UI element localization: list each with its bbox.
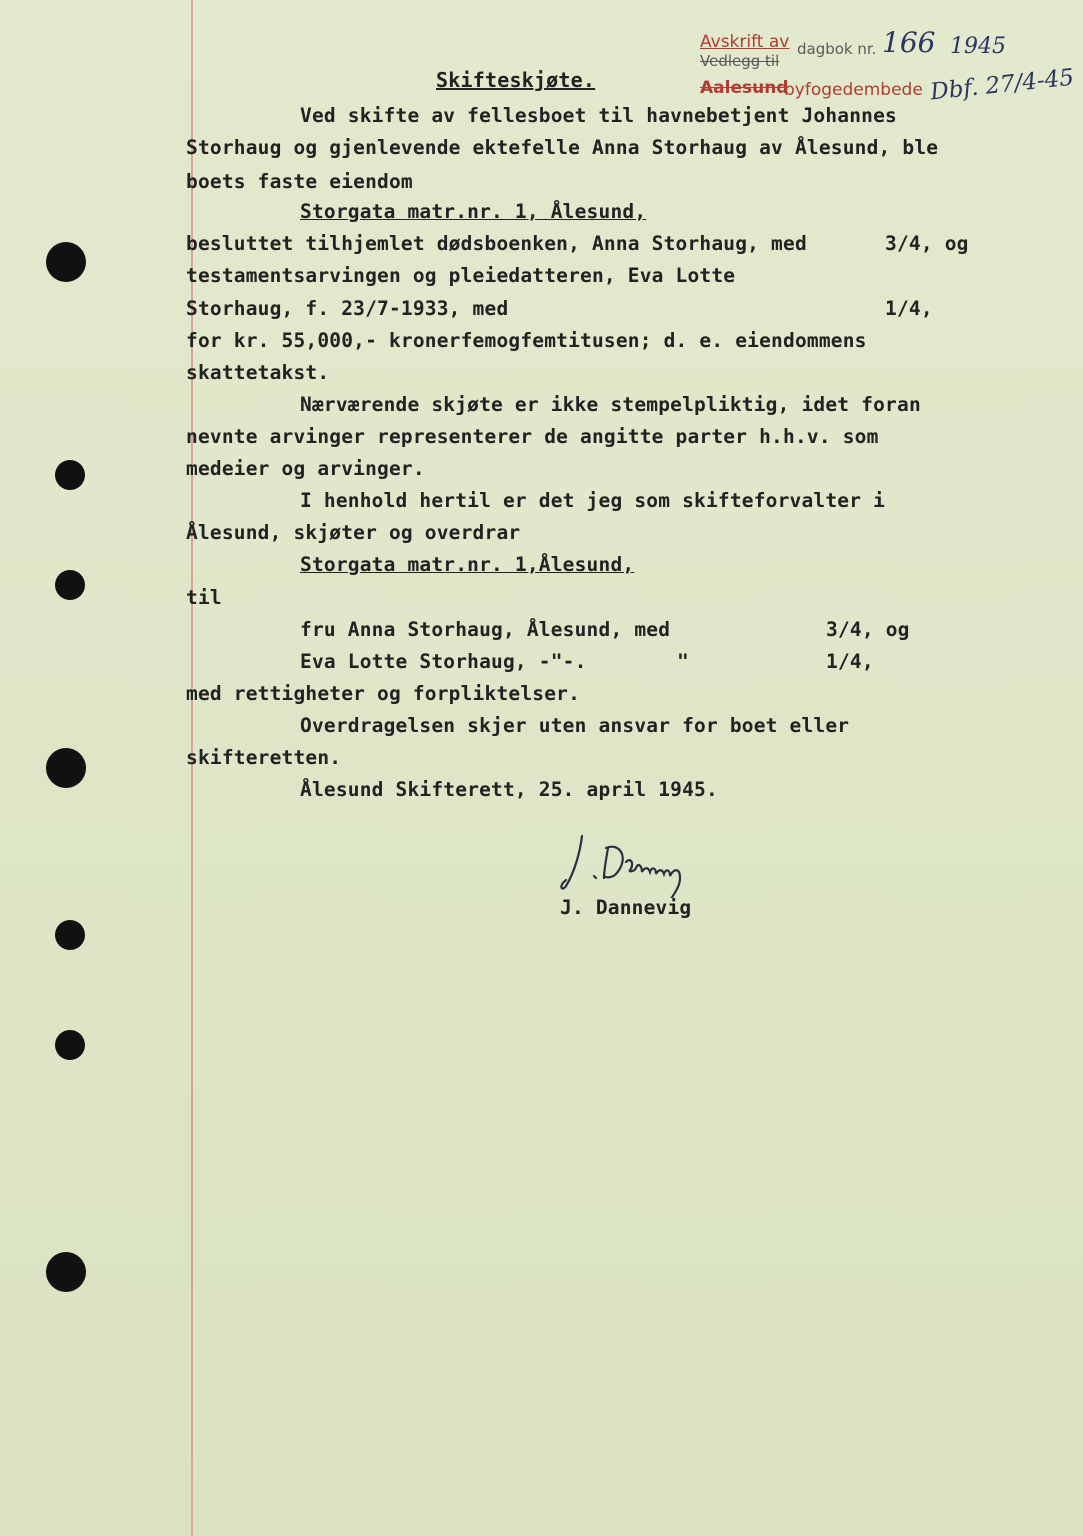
dagbok-number: 166 xyxy=(882,26,936,59)
stamp-vedlegg: Vedlegg til xyxy=(700,52,780,70)
punch-hole xyxy=(55,570,85,600)
share-value: 3/4, og xyxy=(826,618,910,641)
handwritten-note: Dbf. 27/4-45 xyxy=(929,64,1076,106)
text-line: medeier og arvinger. xyxy=(186,457,425,480)
punch-hole xyxy=(55,1030,85,1060)
text-line: Overdragelsen skjer uten ansvar for boet eller xyxy=(300,714,850,737)
punch-hole xyxy=(46,242,86,282)
signature-scribble xyxy=(560,828,730,898)
document-title: Skifteskjøte. xyxy=(436,68,596,92)
punch-hole xyxy=(55,460,85,490)
text-line: Storhaug og gjenlevende ektefelle Anna Storhaug av Ålesund, ble xyxy=(186,136,939,159)
share-value: 3/4, og xyxy=(885,232,969,255)
date-line: Ålesund Skifterett, 25. april 1945. xyxy=(300,778,718,801)
share-value: 1/4, xyxy=(885,297,933,320)
text-line: til xyxy=(186,586,222,609)
stamp-office-city: Aalesund xyxy=(700,78,789,98)
text-line: skifteretten. xyxy=(186,746,342,769)
signature-name: J. Dannevig xyxy=(560,896,692,919)
punch-hole xyxy=(55,920,85,950)
text-line: testamentsarvingen og pleiedatteren, Eva Lotte xyxy=(186,264,736,287)
punch-hole xyxy=(46,1252,86,1292)
text-line: for kr. 55,000,- kronerfemogfemtitusen; d. e. eiendommens xyxy=(186,329,867,352)
property-heading: Storgata matr.nr. 1, Ålesund, xyxy=(300,200,647,223)
text-line: Storhaug, f. 23/7-1933, med xyxy=(186,297,509,320)
ditto-mark: " xyxy=(677,650,689,673)
stamp-dagbok-label: dagbok nr. xyxy=(797,40,877,58)
stamp-office: byfogedembede xyxy=(784,80,923,100)
stamp-avskrift: Avskrift av xyxy=(700,32,790,52)
text-line: med rettigheter og forpliktelser. xyxy=(186,682,581,705)
text-line: Nærværende skjøte er ikke stempelpliktig, idet foran xyxy=(300,393,921,416)
punch-hole xyxy=(46,748,86,788)
property-heading: Storgata matr.nr. 1,Ålesund, xyxy=(300,553,635,576)
text-line: Eva Lotte Storhaug, -"-. xyxy=(300,650,587,673)
text-line: Ved skifte av fellesboet til havnebetjent Johannes xyxy=(300,104,897,127)
text-line: skattetakst. xyxy=(186,361,330,384)
dagbok-year: 1945 xyxy=(950,34,1006,59)
text-line: Ålesund, skjøter og overdrar xyxy=(186,521,521,544)
text-line: fru Anna Storhaug, Ålesund, med xyxy=(300,618,671,641)
text-line: I henhold hertil er det jeg som skifteforvalter i xyxy=(300,489,886,512)
text-line: nevnte arvinger representerer de angitte parter h.h.v. som xyxy=(186,425,879,448)
text-line: boets faste eiendom xyxy=(186,170,413,193)
share-value: 1/4, xyxy=(826,650,874,673)
text-line: besluttet tilhjemlet dødsboenken, Anna Storhaug, med xyxy=(186,232,807,255)
